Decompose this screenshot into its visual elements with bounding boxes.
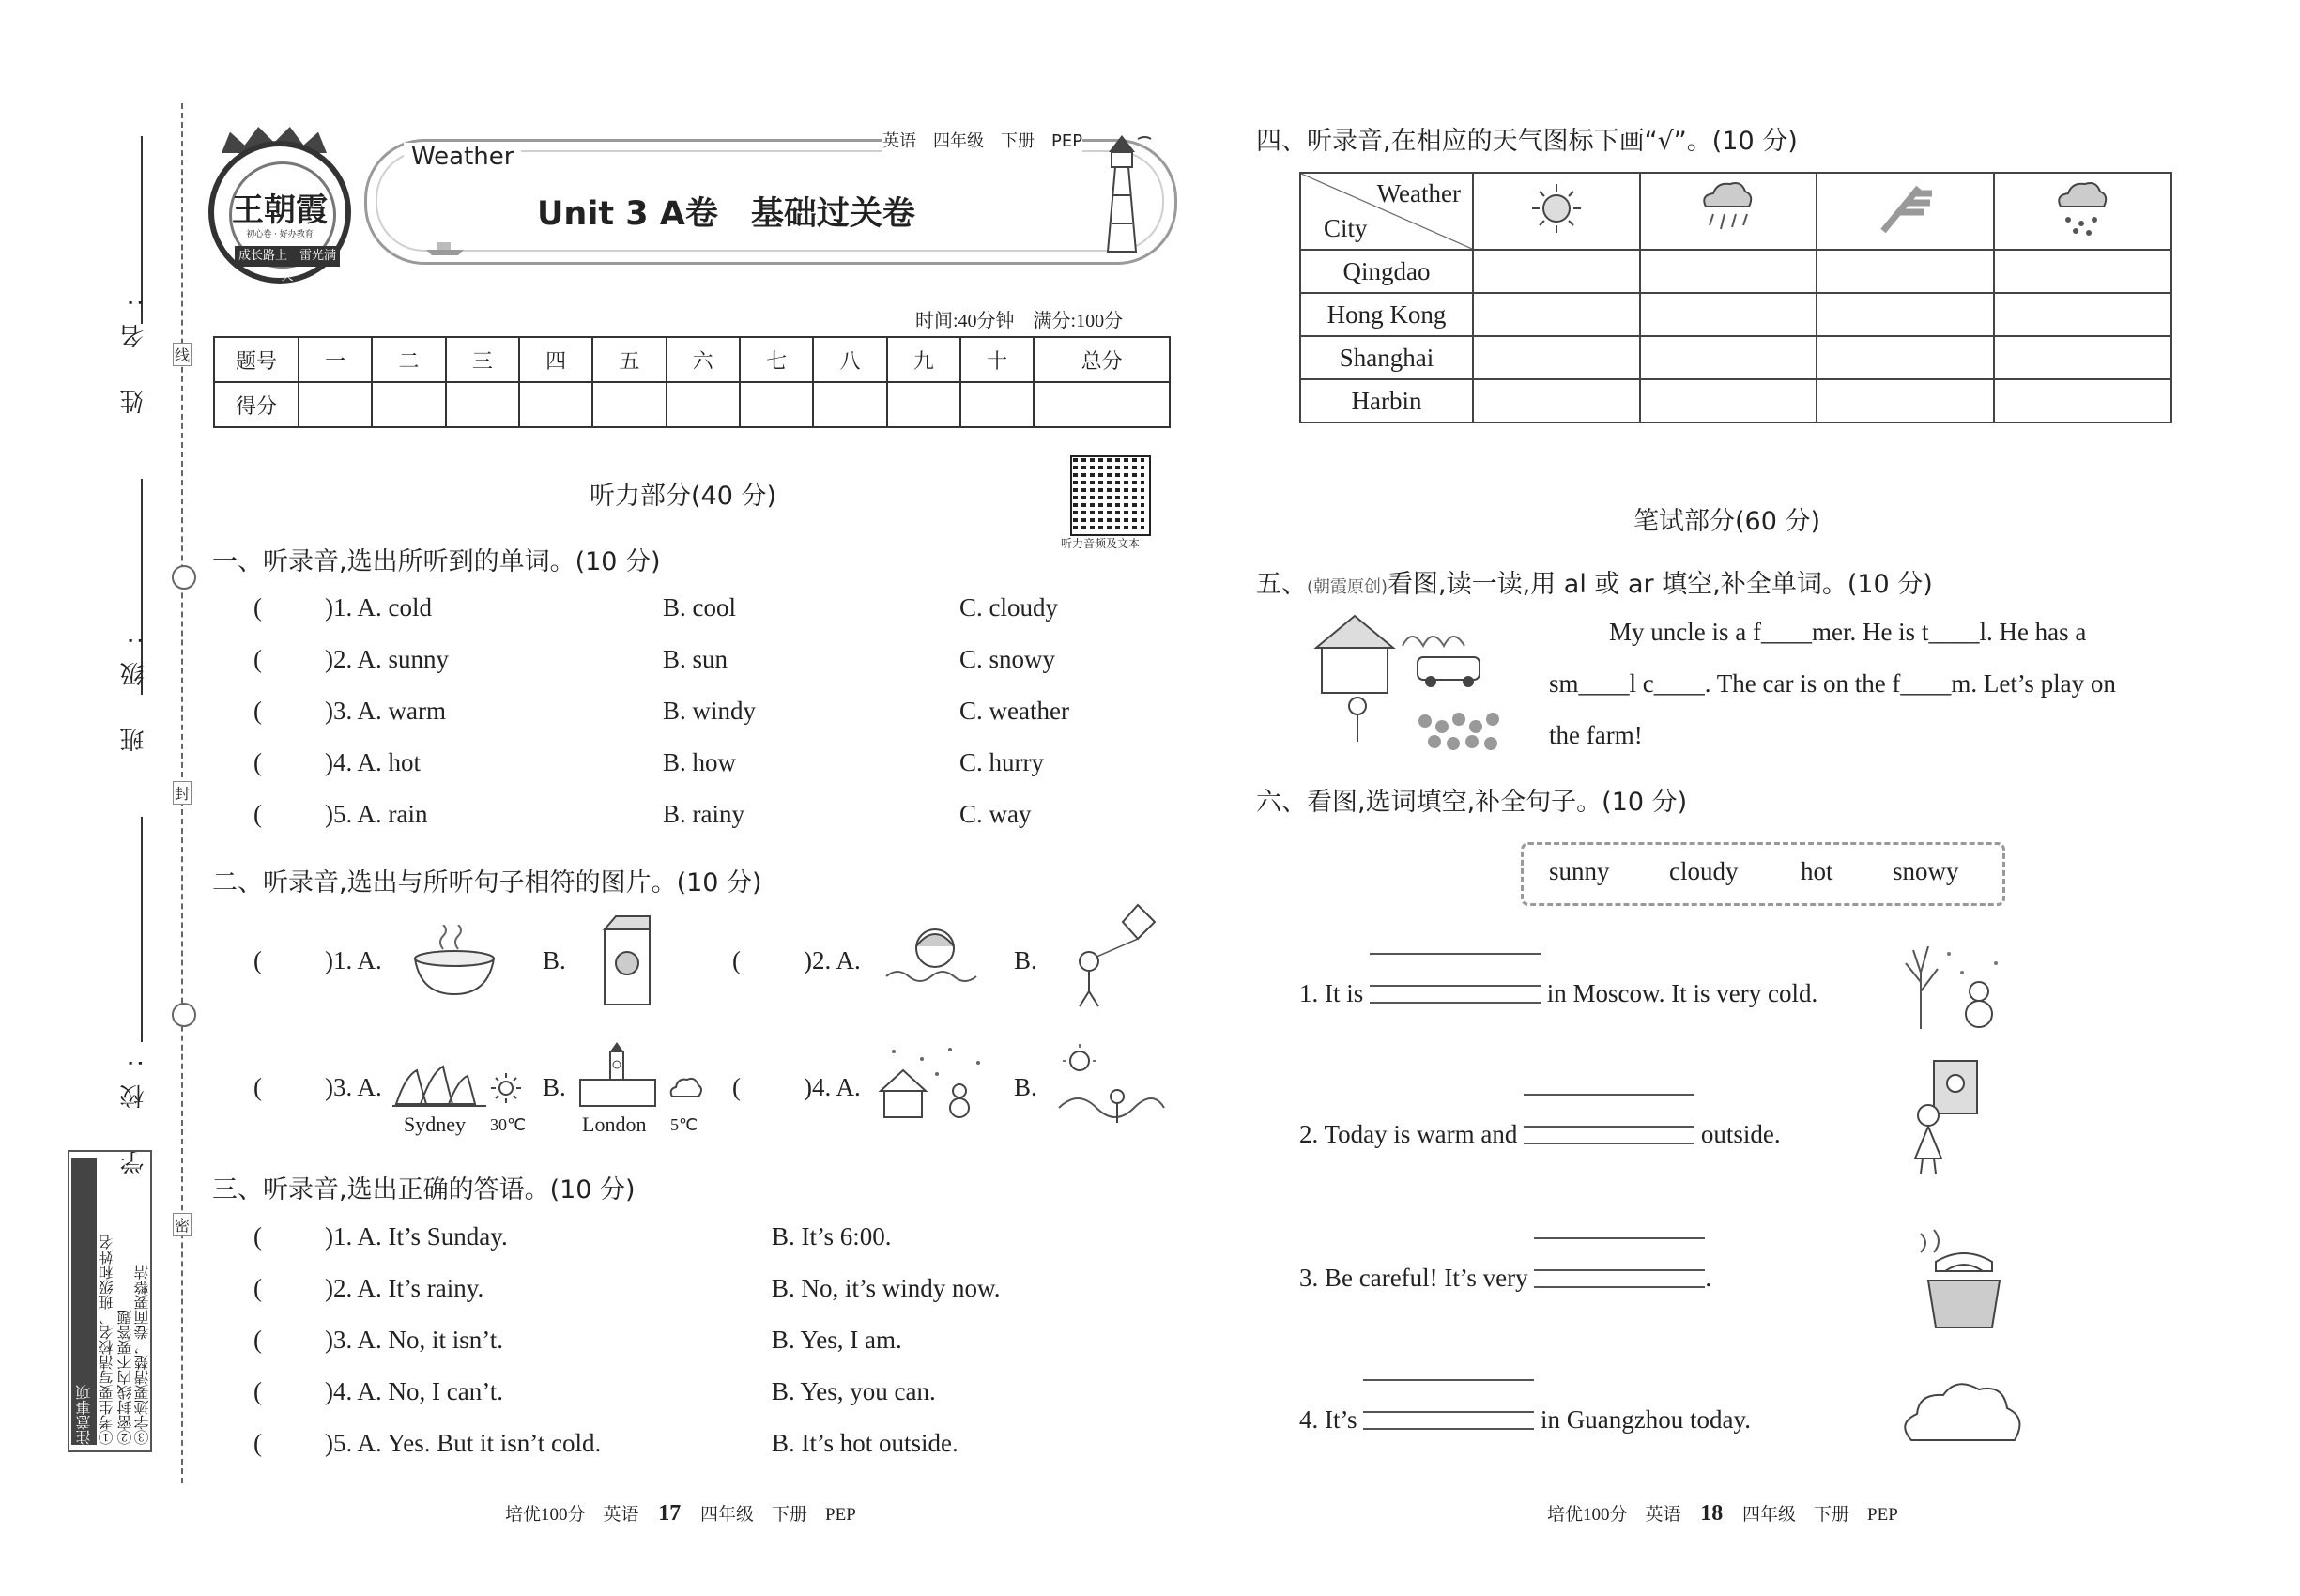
score-table [213, 336, 1171, 428]
logo-sub: 初心卷 · 好办教育 [246, 230, 314, 239]
sentence-end: in Moscow. It is very cold. [1546, 979, 1818, 1007]
table-row [1300, 379, 2171, 422]
score-cell[interactable] [1034, 382, 1170, 427]
option-c: C. hurry [959, 748, 1044, 776]
sunny-park-icon [1051, 1042, 1168, 1132]
option-b: B. It’s 6:00. [772, 1222, 892, 1251]
option-a: )3. A. warm [325, 697, 446, 725]
sun-icon [490, 1072, 522, 1104]
farm-scene-icon [1312, 608, 1526, 757]
school-line [141, 817, 143, 1042]
passage-line: sm____l c____. The car is on the f____m. Let’s play on [1549, 669, 2116, 698]
seal-circle [172, 1003, 196, 1027]
logo-ribbon: 成长路上 雷光满天 [235, 246, 340, 267]
list-item[interactable]: ( [253, 1274, 262, 1302]
fill-item [1299, 979, 1817, 1008]
footer-book: 培优100分 英语 [1547, 1505, 1681, 1525]
notice-item: ①考生要写清校名、班级和姓名 [98, 1235, 115, 1445]
cloud-icon [667, 1076, 704, 1100]
check-cell[interactable] [1817, 336, 1994, 379]
check-cell[interactable] [1473, 293, 1640, 336]
snowy-icon [2053, 178, 2113, 238]
sentence-end: outside. [1700, 1120, 1781, 1148]
page-title: Unit 3 A卷 基础过关卷 [537, 195, 915, 233]
table-row [1300, 293, 2171, 336]
section-5-instruction: 看图,读一读,用 al 或 ar 填空,补全单词。(10 分) [1388, 570, 1933, 599]
weather-head-sunny [1473, 173, 1640, 250]
answer-bracket[interactable]: ( [253, 1073, 262, 1101]
option-b: B. No, it’s windy now. [772, 1274, 1001, 1302]
option-b: B. Yes, I am. [772, 1326, 902, 1354]
passage-line: the farm! [1549, 721, 1643, 749]
section-5-title [1256, 563, 1933, 600]
option-a: )1. A. It’s Sunday. [325, 1222, 508, 1251]
score-head-cell: 十 [960, 337, 1034, 382]
word-option: cloudy [1669, 857, 1739, 885]
answer-bracket[interactable]: ( [253, 946, 262, 974]
rainy-icon [1698, 178, 1758, 238]
score-cell[interactable] [299, 382, 372, 427]
answer-blank[interactable] [1524, 1124, 1694, 1143]
notice-item: ③字迹要清楚，卷面要整洁 [133, 1265, 151, 1445]
footer-grade: 四年级 下册 PEP [1742, 1505, 1898, 1525]
section-1-title: 一、听录音,选出所听到的单词。(10 分) [212, 547, 661, 576]
word-option: snowy [1893, 857, 1959, 885]
answer-bracket[interactable]: ( [732, 946, 741, 974]
option-b: B. how [663, 748, 737, 776]
score-cell[interactable] [740, 382, 813, 427]
option-a: )5. A. rain [325, 800, 428, 828]
cut-mark-dense: 密 [173, 1213, 192, 1236]
weather-head-snowy [1994, 173, 2171, 250]
option-a: )4. A. No, I can’t. [325, 1377, 503, 1405]
meta-grade: 四年级 [933, 131, 984, 151]
class-label: 班 级: [120, 620, 148, 753]
score-cell[interactable] [887, 382, 960, 427]
option-a: )4. A. hot [325, 748, 422, 776]
london-label: London [582, 1113, 647, 1136]
score-cell[interactable] [519, 382, 592, 427]
score-row-label: 得分 [214, 382, 299, 427]
score-head-cell: 六 [667, 337, 740, 382]
writing-title: 笔试部分(60 分) [1633, 507, 1821, 536]
city-name: Shanghai [1300, 336, 1473, 379]
sydney-label: Sydney [404, 1113, 466, 1136]
notice-box [68, 1150, 152, 1452]
score-cell[interactable] [813, 382, 886, 427]
page-number: 17 [658, 1501, 682, 1526]
qr-caption: 听力音频及文本 [1061, 537, 1141, 550]
answer-bracket[interactable]: ( [732, 1073, 741, 1101]
meta-volume: 下册 [1001, 131, 1035, 151]
score-head-cell: 二 [372, 337, 445, 382]
check-cell[interactable] [1640, 293, 1817, 336]
check-cell[interactable] [1994, 293, 2171, 336]
city-name: Harbin [1300, 379, 1473, 422]
logo-text: 王朝霞 [232, 192, 328, 229]
section-6-title: 六、看图,选词填空,补全句子。(10 分) [1256, 788, 1688, 817]
footer-grade: 四年级 下册 PEP [700, 1505, 856, 1525]
word-option: sunny [1549, 857, 1610, 885]
london-big-ben-icon [578, 1042, 657, 1110]
option-b-label: B. [1014, 946, 1037, 974]
list-item[interactable]: ( [253, 645, 262, 673]
score-head-cell: 一 [299, 337, 372, 382]
sentence-start: 3. Be careful! It’s very [1299, 1264, 1528, 1292]
check-cell[interactable] [1994, 250, 2171, 293]
list-item[interactable]: ( [253, 593, 262, 622]
score-cell[interactable] [960, 382, 1034, 427]
check-cell[interactable] [1473, 379, 1640, 422]
weather-head-rainy [1640, 173, 1817, 250]
answer-blank[interactable] [1363, 1409, 1534, 1428]
score-head-cell: 三 [446, 337, 519, 382]
weather-head-windy [1817, 173, 1994, 250]
word-option: hot [1801, 857, 1833, 885]
score-cell[interactable] [667, 382, 740, 427]
snowy-scene-icon [875, 1042, 993, 1128]
question-label: )4. A. [804, 1073, 861, 1101]
cloudy-icon [1896, 1374, 2028, 1451]
score-head-cell: 七 [740, 337, 813, 382]
notice-title: 注意事项 [71, 1158, 97, 1445]
list-item[interactable]: ( [253, 1377, 262, 1405]
check-cell[interactable] [1640, 379, 1817, 422]
section-3-title: 三、听录音,选出正确的答语。(10 分) [212, 1175, 636, 1205]
score-head-cell: 总分 [1034, 337, 1170, 382]
check-cell[interactable] [1473, 336, 1640, 379]
page-number: 18 [1700, 1501, 1724, 1526]
check-cell[interactable] [1640, 250, 1817, 293]
sentence-end: . [1705, 1264, 1712, 1292]
weather-city-corner [1300, 173, 1473, 250]
score-head-cell: 四 [519, 337, 592, 382]
score-table-row [214, 382, 1170, 427]
seal-circle [172, 565, 196, 590]
list-item[interactable]: ( [253, 1326, 262, 1354]
cut-mark-seal: 封 [173, 781, 192, 805]
original-tag: (朝霞原创) [1307, 577, 1388, 597]
list-item[interactable]: ( [253, 748, 262, 776]
table-row [1300, 336, 2171, 379]
option-c: C. cloudy [959, 593, 1058, 622]
fill-item [1299, 1120, 1781, 1149]
score-cell[interactable] [446, 382, 519, 427]
option-b: B. rainy [663, 800, 744, 828]
answer-blank[interactable] [1370, 983, 1541, 1002]
option-b: B. Yes, you can. [772, 1377, 936, 1405]
sunny-icon [1528, 180, 1585, 237]
corner-city: City [1324, 214, 1368, 242]
score-head-cell: 九 [887, 337, 960, 382]
option-a: )1. A. cold [325, 593, 432, 622]
section-4-title: 四、听录音,在相应的天气图标下画“√”。(10 分) [1256, 127, 1798, 156]
option-b-label: B. [543, 946, 566, 974]
city-name: Qingdao [1300, 250, 1473, 293]
score-head-cell: 题号 [214, 337, 299, 382]
option-c: C. snowy [959, 645, 1056, 673]
sentence-end: in Guangzhou today. [1541, 1405, 1751, 1434]
city-name: Hong Kong [1300, 293, 1473, 336]
weather-table [1299, 172, 2172, 423]
time-score: 时间:40分钟 满分:100分 [915, 311, 1124, 331]
sydney-temp: 30℃ [490, 1115, 527, 1134]
windy-icon [1876, 178, 1936, 238]
question-label: )1. A. [325, 946, 382, 974]
london-temp: 5℃ [670, 1115, 698, 1134]
option-a: )2. A. It’s rainy. [325, 1274, 484, 1302]
list-item[interactable]: ( [253, 1429, 262, 1457]
sentence-start: 4. It’s [1299, 1405, 1357, 1434]
check-cell[interactable] [1994, 379, 2171, 422]
ice-cream-box-icon [597, 911, 657, 1008]
score-head-cell: 八 [813, 337, 886, 382]
table-row [1300, 250, 2171, 293]
option-c: C. weather [959, 697, 1069, 725]
option-a: )5. A. Yes. But it isn’t cold. [325, 1429, 602, 1457]
option-b: B. sun [663, 645, 728, 673]
score-table-head [214, 337, 1170, 382]
option-b-label: B. [1014, 1073, 1037, 1101]
cut-mark-line: 线 [173, 343, 192, 366]
snowman-icon [1893, 935, 2015, 1038]
footer-left [505, 1500, 856, 1527]
score-cell[interactable] [372, 382, 445, 427]
passage-line: My uncle is a f____mer. He is t____l. He has a [1609, 618, 2087, 646]
sydney-opera-house-icon [392, 1063, 486, 1110]
hot-kettle-icon [1908, 1224, 2001, 1333]
option-b: B. cool [663, 593, 736, 622]
swimming-child-icon [882, 920, 986, 995]
check-cell[interactable] [1817, 250, 1994, 293]
listening-title: 听力部分(40 分) [590, 482, 777, 511]
girl-window-sun-icon [1902, 1057, 1986, 1179]
option-a: )2. A. sunny [325, 645, 450, 673]
fill-item [1299, 1405, 1751, 1435]
fill-item [1299, 1264, 1711, 1293]
sentence-start: 2. Today is warm and [1299, 1120, 1518, 1148]
check-cell[interactable] [1640, 336, 1817, 379]
weather-tag: Weather [404, 143, 521, 171]
lighthouse-icon [1080, 130, 1164, 261]
question-label: )3. A. [325, 1073, 382, 1101]
kite-child-icon [1057, 901, 1160, 1009]
sentence-start: 1. It is [1299, 979, 1364, 1007]
footer-right [1547, 1500, 1898, 1527]
notice-item: ②密封线内不要答题 [116, 1310, 134, 1445]
score-cell[interactable] [592, 382, 666, 427]
qr-code-pattern [1073, 458, 1144, 529]
option-b: B. windy [663, 697, 757, 725]
section-2-title: 二、听录音,选出与所听句子相符的图片。(10 分) [212, 868, 762, 898]
corner-weather: Weather [1376, 179, 1461, 207]
score-head-cell: 五 [592, 337, 666, 382]
header-meta [882, 128, 1082, 152]
check-cell[interactable] [1473, 250, 1640, 293]
check-cell[interactable] [1817, 293, 1994, 336]
check-cell[interactable] [1994, 336, 2171, 379]
ship-icon [424, 237, 466, 257]
footer-book: 培优100分 英语 [505, 1505, 639, 1525]
list-item[interactable]: ( [253, 1222, 262, 1251]
list-item[interactable]: ( [253, 697, 262, 725]
answer-blank[interactable] [1534, 1267, 1705, 1286]
question-label: )2. A. [804, 946, 861, 974]
option-b-label: B. [543, 1073, 566, 1101]
meta-edition: PEP [1051, 131, 1083, 151]
check-cell[interactable] [1817, 379, 1994, 422]
section-5-num: 五、 [1256, 570, 1307, 599]
option-a: )3. A. No, it isn’t. [325, 1326, 504, 1354]
school-label: 学 校: [120, 1042, 148, 1175]
soup-bowl-icon [409, 925, 499, 1000]
meta-subject: 英语 [882, 131, 916, 151]
option-c: C. way [959, 800, 1032, 828]
option-b: B. It’s hot outside. [772, 1429, 958, 1457]
name-label: 姓 名: [120, 282, 148, 415]
list-item[interactable]: ( [253, 800, 262, 828]
